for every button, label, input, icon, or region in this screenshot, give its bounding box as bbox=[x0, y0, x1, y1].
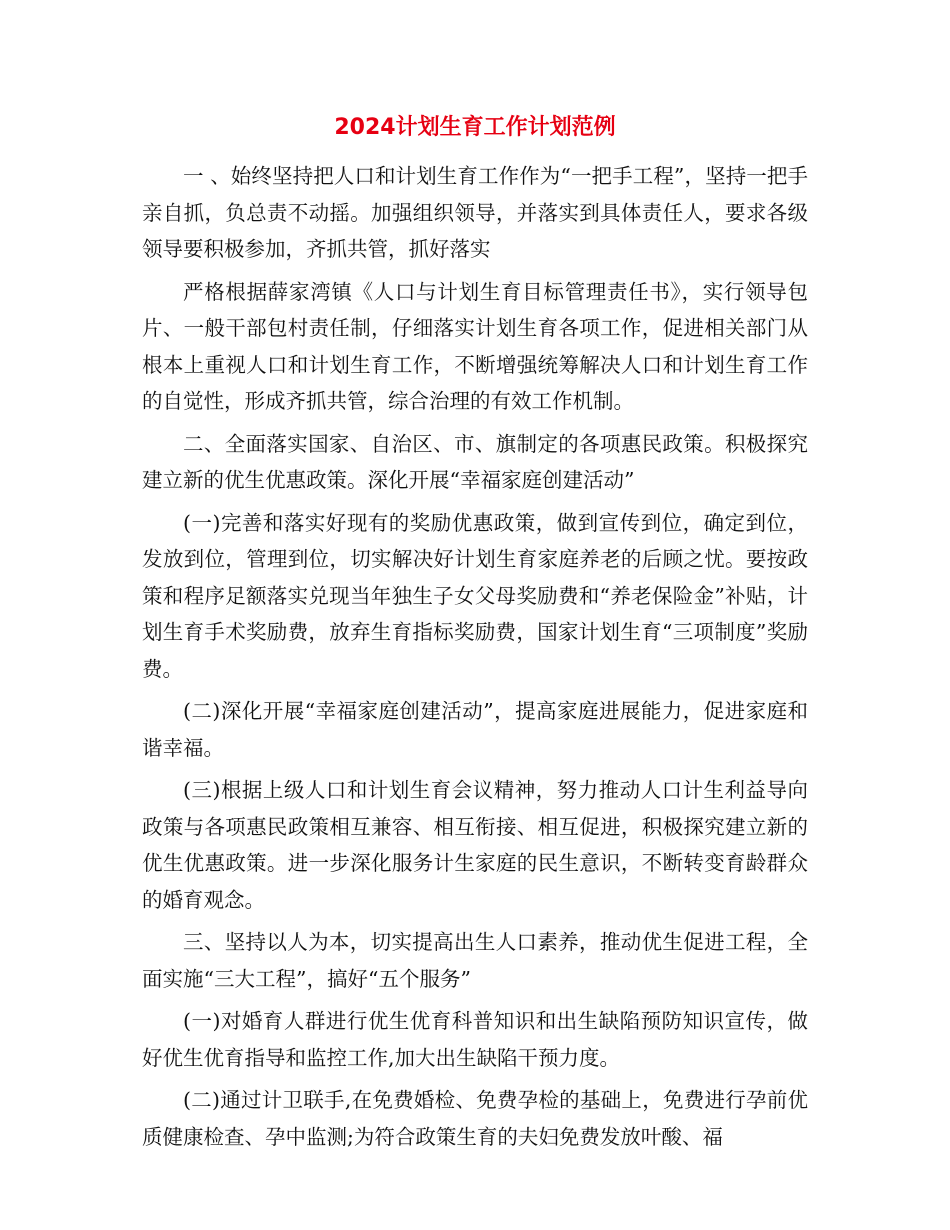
paragraph-1: 一 、始终坚持把人口和计划生育工作作为“一把手工程”，坚持一把手亲自抓，负总责不动摇。加强组织领导，并落实到具体责任人，要求各级领导要积极参加，齐抓共管，抓好落实 bbox=[142, 164, 808, 261]
document-title: 2024计划生育工作计划范例 bbox=[334, 115, 616, 140]
paragraph-7: 三、坚持以人为本，切实提高出生人口素养，推动优生促进工程，全面实施“三大工程”，搞好“五个服务” bbox=[142, 930, 808, 991]
paragraph-2: 严格根据薛家湾镇《人口与计划生育目标管理责任书》，实行领导包片、一般干部包村责任制，仔细落实计划生育各项工作，促进相关部门从根本上重视人口和计划生育工作，不断增强统筹解决人口和计划生育工作的自觉性，形成齐抓共管，综合治理的有效工作机制。 bbox=[142, 279, 808, 413]
document-body bbox=[142, 158, 808, 1161]
paragraph-5: (二)深化开展“幸福家庭创建活动”，提高家庭进展能力，促进家庭和谐幸福。 bbox=[142, 699, 808, 760]
paragraph-9: (二)通过计卫联手,在免费婚检、免费孕检的基础上，免费进行孕前优质健康检查、孕中监测;为符合政策生育的夫妇免费发放叶酸、福 bbox=[142, 1088, 808, 1149]
paragraph-4: (一)完善和落实好现有的奖励优惠政策，做到宣传到位，确定到位，发放到位，管理到位，切实解决好计划生育家庭养老的后顾之忧。要按政策和程序足额落实兑现当年独生子女父母奖励费和“养老保险金”补贴，计划生育手术奖励费，放弃生育指标奖励费，国家计划生育“三项制度”奖励费。 bbox=[142, 510, 808, 681]
paragraph-6: (三)根据上级人口和计划生育会议精神，努力推动人口计生利益导向政策与各项惠民政策相互兼容、相互衔接、相互促进，积极探究建立新的优生优惠政策。进一步深化服务计生家庭的民生意识，不断转变育龄群众的婚育观念。 bbox=[142, 778, 808, 912]
paragraph-8: (一)对婚育人群进行优生优育科普知识和出生缺陷预防知识宣传，做好优生优育指导和监控工作,加大出生缺陷干预力度。 bbox=[142, 1009, 808, 1070]
paragraph-3: 二、全面落实国家、自治区、市、旗制定的各项惠民政策。积极探究建立新的优生优惠政策。深化开展“幸福家庭创建活动” bbox=[142, 431, 808, 492]
